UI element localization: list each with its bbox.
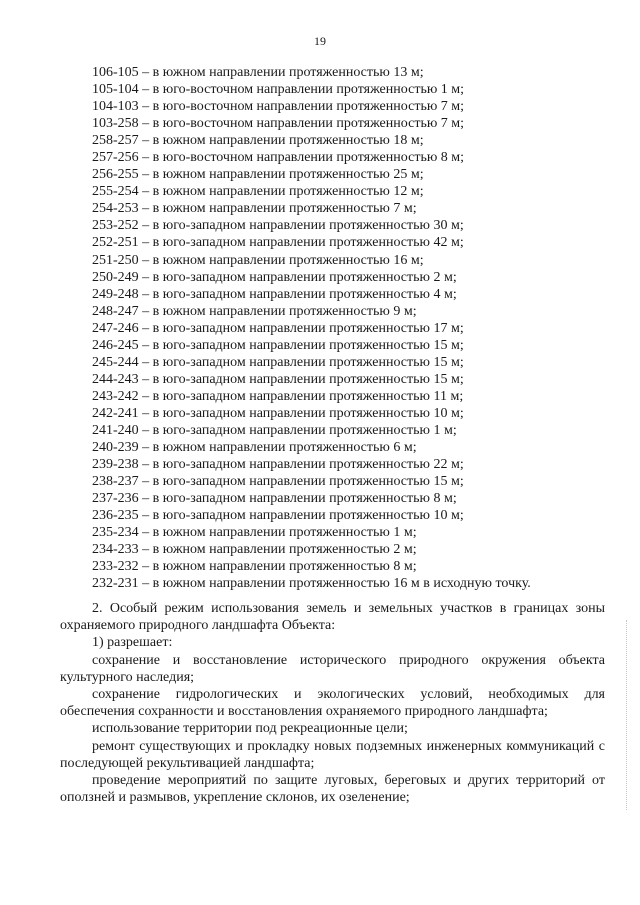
segment-line: 245-244 – в юго-западном направлении протяженностью 15 м; bbox=[92, 354, 464, 370]
permitted-item: сохранение и восстановление исторического природного окружения объекта культурного наследия; bbox=[60, 652, 605, 685]
segment-line: 255-254 – в южном направлении протяженностью 12 м; bbox=[92, 184, 424, 200]
permitted-item: ремонт существующих и прокладку новых подземных инженерных коммуникаций с последующей рекультивацией ландшафта; bbox=[60, 738, 605, 771]
segment-line: 243-242 – в юго-западном направлении протяженностью 11 м; bbox=[92, 388, 464, 404]
segment-line: 247-246 – в юго-западном направлении протяженностью 17 м; bbox=[92, 320, 464, 336]
segment-line: 105-104 – в юго-восточном направлении протяженностью 1 м; bbox=[92, 82, 465, 98]
segment-line: 239-238 – в юго-западном направлении протяженностью 22 м; bbox=[92, 457, 464, 473]
segment-line: 244-243 – в юго-западном направлении протяженностью 15 м; bbox=[92, 371, 464, 387]
segment-line: 238-237 – в юго-западном направлении протяженностью 15 м; bbox=[92, 474, 464, 490]
segment-line: 104-103 – в юго-восточном направлении протяженностью 7 м; bbox=[92, 99, 465, 115]
page-number: 19 bbox=[314, 34, 326, 48]
regime-section bbox=[60, 600, 605, 806]
permitted-item: использование территории под рекреационные цели; bbox=[92, 721, 408, 737]
scan-edge-artifact bbox=[626, 620, 628, 810]
permitted-item: проведение мероприятий по защите луговых, береговых и других территорий от оползней и размывов, укрепление склонов, их озеленение; bbox=[60, 773, 605, 806]
boundary-segment-list bbox=[92, 64, 612, 592]
segment-line: 256-255 – в южном направлении протяженностью 25 м; bbox=[92, 167, 424, 183]
segment-line: 106-105 – в южном направлении протяженностью 13 м; bbox=[92, 65, 424, 80]
segment-line: 235-234 – в южном направлении протяженностью 1 м; bbox=[92, 525, 417, 541]
segment-line: 251-250 – в южном направлении протяженностью 16 м; bbox=[92, 252, 424, 268]
permitted-item: сохранение гидрологических и экологических условий, необходимых для обеспечения сохранности и восстановления охраняемого природного ландшафта; bbox=[60, 687, 605, 720]
permits-heading: 1) разрешает: bbox=[92, 635, 173, 651]
segment-line: 232-231 – в южном направлении протяженностью 16 м в исходную точку. bbox=[92, 576, 531, 592]
segment-line: 236-235 – в юго-западном направлении протяженностью 10 м; bbox=[92, 508, 464, 524]
section-heading-paragraph: 2. Особый режим использования земель и земельных участков в границах зоны охраняемого природного ландшафта Объекта: bbox=[60, 601, 605, 634]
segment-line: 237-236 – в юго-западном направлении протяженностью 8 м; bbox=[92, 491, 457, 507]
segment-line: 234-233 – в южном направлении протяженностью 2 м; bbox=[92, 542, 417, 558]
segment-line: 249-248 – в юго-западном направлении протяженностью 4 м; bbox=[92, 286, 457, 302]
segment-line: 250-249 – в юго-западном направлении протяженностью 2 м; bbox=[92, 269, 457, 285]
segment-line: 240-239 – в южном направлении протяженностью 6 м; bbox=[92, 440, 417, 456]
segment-line: 233-232 – в южном направлении протяженностью 8 м; bbox=[92, 559, 417, 575]
segment-line: 258-257 – в южном направлении протяженностью 18 м; bbox=[92, 133, 424, 149]
segment-line: 253-252 – в юго-западном направлении протяженностью 30 м; bbox=[92, 218, 464, 234]
segment-line: 257-256 – в юго-восточном направлении протяженностью 8 м; bbox=[92, 150, 465, 166]
segment-line: 103-258 – в юго-восточном направлении протяженностью 7 м; bbox=[92, 116, 465, 132]
segment-line: 248-247 – в южном направлении протяженностью 9 м; bbox=[92, 303, 417, 319]
segment-line: 242-241 – в юго-западном направлении протяженностью 10 м; bbox=[92, 405, 464, 421]
segment-line: 241-240 – в юго-западном направлении протяженностью 1 м; bbox=[92, 422, 457, 438]
segment-line: 254-253 – в южном направлении протяженностью 7 м; bbox=[92, 201, 417, 217]
segment-line: 252-251 – в юго-западном направлении протяженностью 42 м; bbox=[92, 235, 464, 251]
segment-line: 246-245 – в юго-западном направлении протяженностью 15 м; bbox=[92, 337, 464, 353]
